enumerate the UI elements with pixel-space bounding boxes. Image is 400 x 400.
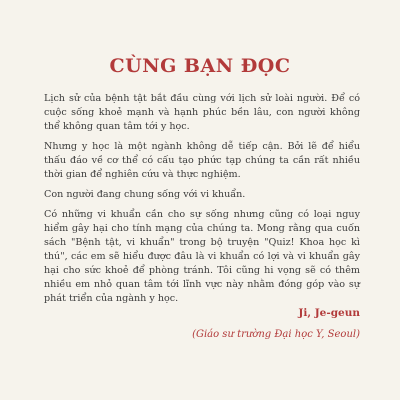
paragraph-4: Có những vi khuẩn cần cho sự sống nhưng cũng có loại nguy hiểm gây hại cho tính mạng của chúng ta. Mong rằng qua cuốn sách "Bệnh tật, vi khuẩn" trong bộ truyện "Quiz! Khoa học kì thú", các em sẽ hiểu được đâu là vi khuẩn có lợi và vi khuẩn gây hại cho sức khoẻ để phòng tránh. Tôi cũng hi vọng sẽ có thêm nhiều em nhỏ quan tâm tới lĩnh vực này nhằm đóng góp vào sự phát triển của ngành y học. [44,209,360,304]
foreword-body [44,92,360,312]
author-name: Ji, Je-geun [298,307,360,319]
paragraph-3: Con người đang chung sống với vi khuẩn. [44,189,246,200]
author-role: (Giáo sư trường Đại học Y, Seoul) [192,329,360,340]
page-title: CÙNG BẠN ĐỌC [109,55,291,77]
paragraph-2: Nhưng y học là một ngành không dễ tiếp cận. Bởi lẽ để hiểu thấu đáo về cơ thể có cấu tạo phức tạp chúng ta cần rất nhiều thời gian để nghiên cứu và thực nghiệm. [44,141,360,180]
paragraph-1: Lịch sử của bệnh tật bắt đầu cùng với lịch sử loài người. Để có cuộc sống khoẻ mạnh và hạnh phúc bền lâu, con người không thể không quan tâm tới y học. [44,93,360,132]
signature-block [40,305,360,343]
